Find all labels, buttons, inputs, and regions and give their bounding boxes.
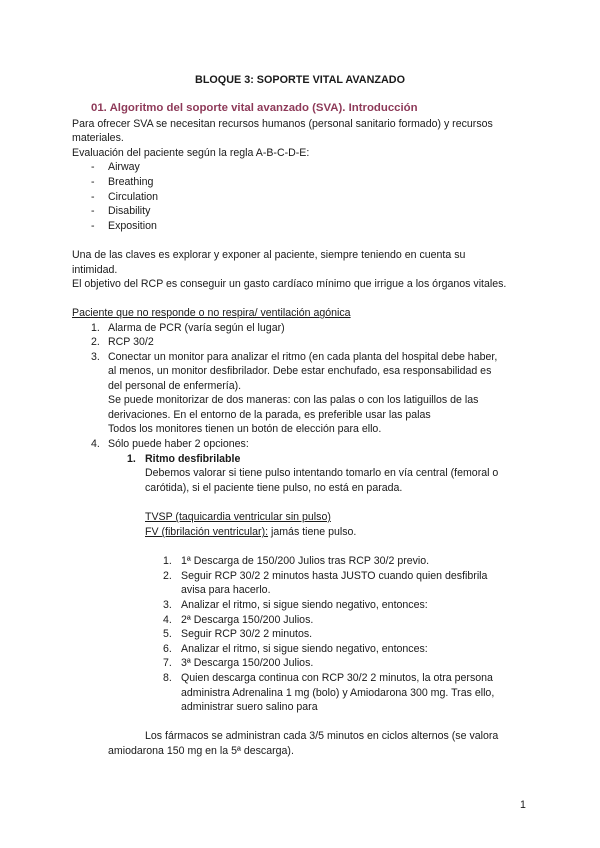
step-text: RCP 30/2 — [108, 336, 154, 348]
option-text: carótida), si el paciente tiene pulso, no está en parada. — [145, 482, 403, 494]
sequence-number: 2. — [163, 570, 172, 582]
option-number: 1. — [127, 453, 136, 465]
paragraph-line: Una de las claves es explorar y exponer al paciente, siempre teniendo en cuenta su — [72, 249, 466, 261]
step-text: Sólo puede haber 2 opciones: — [108, 438, 249, 450]
option-text: Debemos valorar si tiene pulso intentando tomarlo en vía central (femoral o — [145, 467, 499, 479]
sequence-text: Seguir RCP 30/2 2 minutos hasta JUSTO cuando quien desfibrila — [181, 570, 488, 582]
tvsp-label: TVSP (taquicardia ventricular sin pulso) — [145, 511, 331, 523]
intro-line: Para ofrecer SVA se necesitan recursos humanos (personal sanitario formado) y recursos — [72, 118, 493, 130]
intro-line: materiales. — [72, 132, 124, 144]
intro-line: Evaluación del paciente según la regla A-B-C-D-E: — [72, 147, 310, 159]
list-item: Exposition — [108, 220, 157, 232]
step-text: Conectar un monitor para analizar el ritmo (en cada planta del hospital debe haber, — [108, 351, 498, 363]
list-item: Disability — [108, 205, 151, 217]
sequence-number: 7. — [163, 657, 172, 669]
list-item: Breathing — [108, 176, 154, 188]
step-text: Se puede monitorizar de dos maneras: con las palas o con los latiguillos de las — [108, 394, 479, 406]
section-heading: 01. Algoritmo del soporte vital avanzado (SVA). Introducción — [91, 102, 418, 114]
sequence-number: 8. — [163, 672, 172, 684]
sequence-text: avisa para hacerlo. — [181, 584, 271, 596]
closing-line: amiodarona 150 mg en la 5ª descarga). — [108, 745, 294, 757]
paragraph-line: intimidad. — [72, 264, 118, 276]
sequence-number: 4. — [163, 614, 172, 626]
step-number: 3. — [91, 351, 100, 363]
sequence-number: 6. — [163, 643, 172, 655]
paragraph-line: El objetivo del RCP es conseguir un gasto cardíaco mínimo que irrigue a los órganos vitales. — [72, 278, 507, 290]
fv-label: FV (fibrilación ventricular): — [145, 526, 269, 538]
step-number: 1. — [91, 322, 100, 334]
sequence-text: Analizar el ritmo, si sigue siendo negativo, entonces: — [181, 643, 428, 655]
sequence-text: Quien descarga continua con RCP 30/2 2 minutos, la otra persona — [181, 672, 493, 684]
sequence-text: administrar suero salino para — [181, 701, 318, 713]
document-title: BLOQUE 3: SOPORTE VITAL AVANZADO — [195, 74, 405, 86]
sequence-text: 2ª Descarga 150/200 Julios. — [181, 614, 314, 626]
sequence-number: 1. — [163, 555, 172, 567]
sequence-text: 3ª Descarga 150/200 Julios. — [181, 657, 314, 669]
list-item: Circulation — [108, 191, 159, 203]
step-text: del personal de enfermería). — [108, 380, 242, 392]
list-item: Airway — [108, 161, 140, 173]
list-marker: - — [91, 176, 95, 188]
step-text: derivaciones. En el entorno de la parada, es preferible usar las palas — [108, 409, 431, 421]
list-marker: - — [91, 220, 95, 232]
step-text: al menos, un monitor desfibrilador. Debe estar enchufado, esa responsabilidad es — [108, 365, 492, 377]
list-marker: - — [91, 205, 95, 217]
sequence-text: Analizar el ritmo, si sigue siendo negativo, entonces: — [181, 599, 428, 611]
fv-line — [145, 525, 356, 539]
step-text: Todos los monitores tienen un botón de elección para ello. — [108, 423, 382, 435]
sequence-text: administra Adrenalina 1 mg (bolo) y Amiodarona 300 mg. Tras ello, — [181, 687, 495, 699]
sequence-text: Seguir RCP 30/2 2 minutos. — [181, 628, 313, 640]
subheading: Paciente que no responde o no respira/ ventilación agónica — [72, 307, 351, 319]
option-label: Ritmo desfibrilable — [145, 453, 241, 465]
fv-text: jamás tiene pulso. — [268, 526, 357, 538]
step-text: Alarma de PCR (varía según el lugar) — [108, 322, 285, 334]
sequence-text: 1ª Descarga de 150/200 Julios tras RCP 30/2 previo. — [181, 555, 430, 567]
sequence-number: 5. — [163, 628, 172, 640]
list-marker: - — [91, 191, 95, 203]
sequence-number: 3. — [163, 599, 172, 611]
list-marker: - — [91, 161, 95, 173]
page-number: 1 — [520, 799, 526, 811]
step-number: 2. — [91, 336, 100, 348]
closing-line: Los fármacos se administran cada 3/5 minutos en ciclos alternos (se valora — [145, 730, 499, 742]
step-number: 4. — [91, 438, 100, 450]
